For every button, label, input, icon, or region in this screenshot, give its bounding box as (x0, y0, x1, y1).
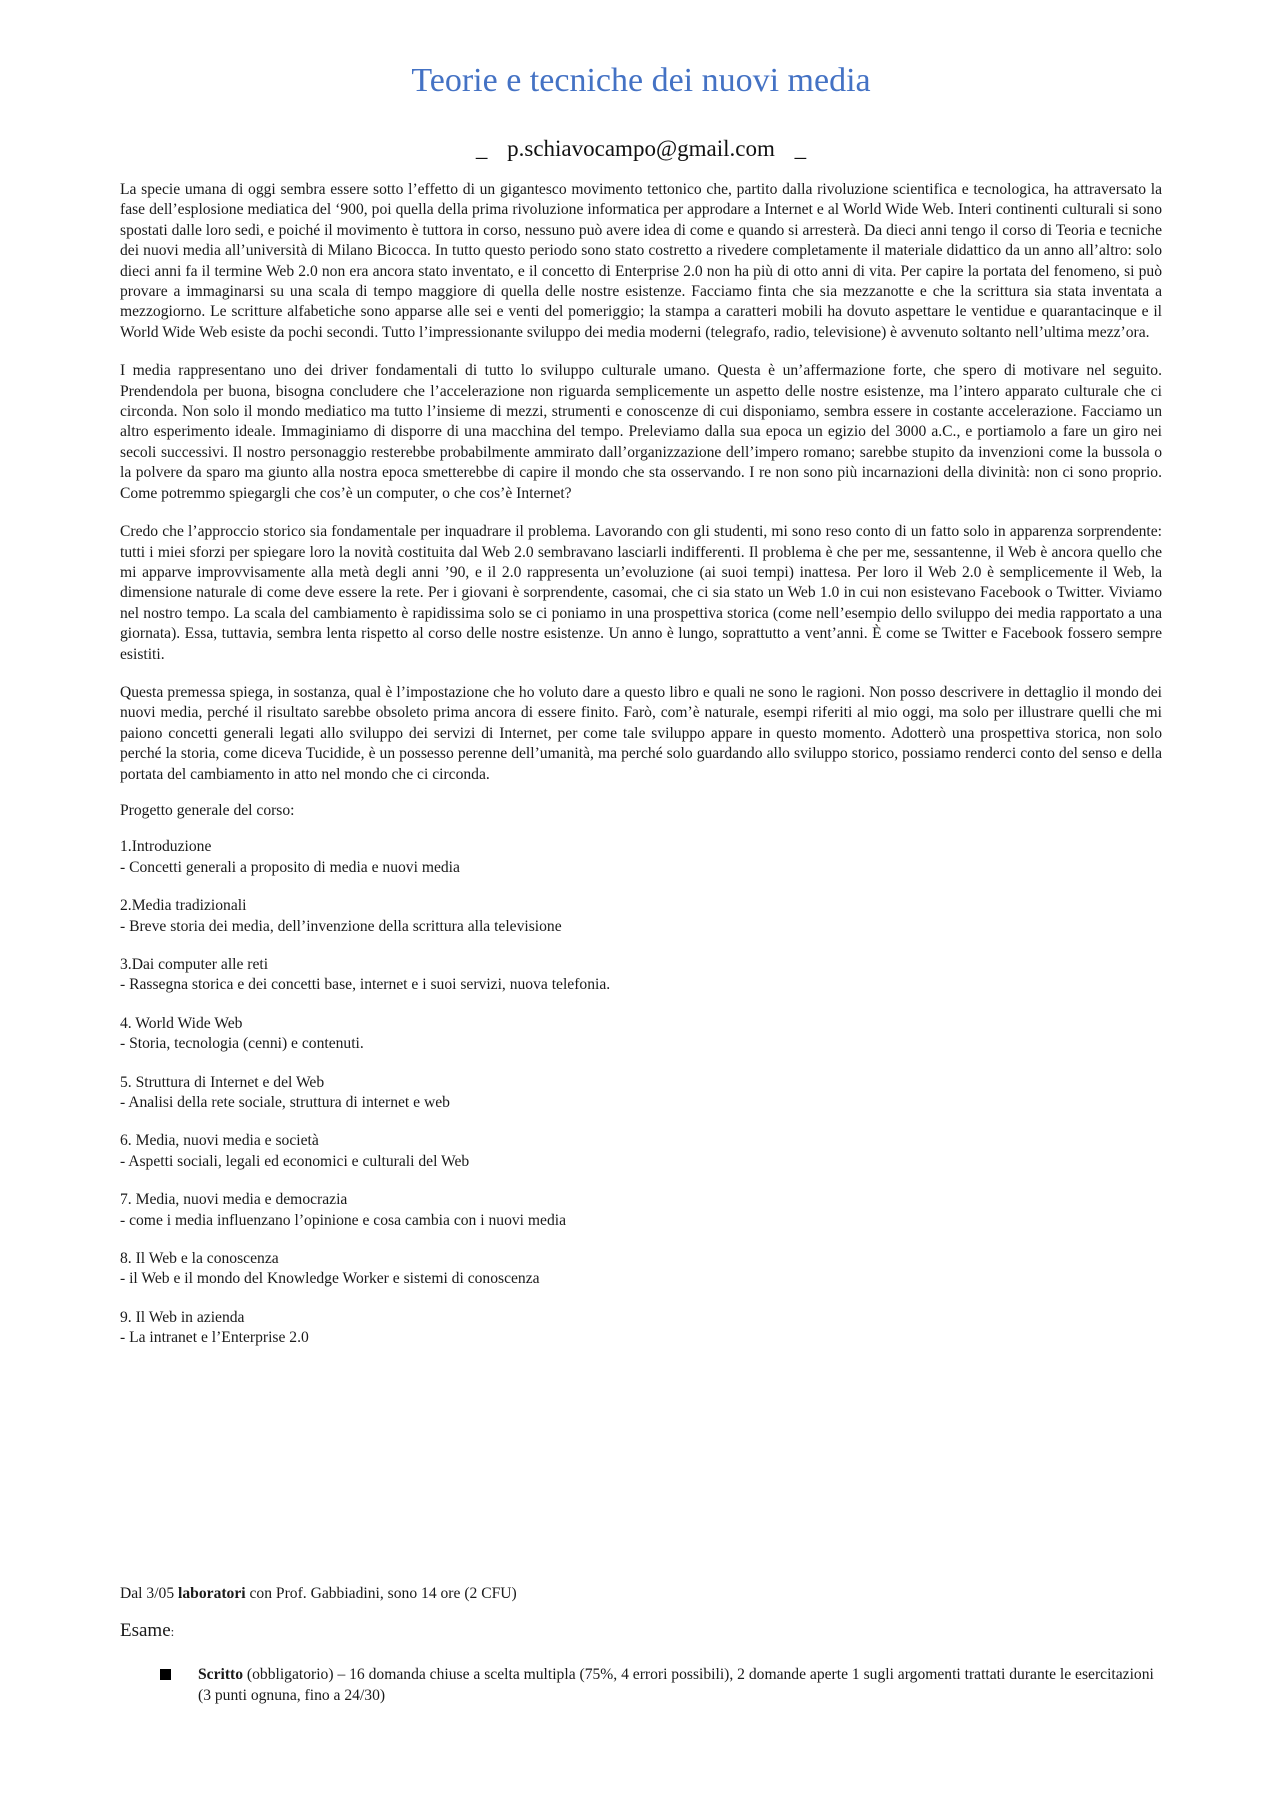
exam-heading-colon: : (170, 1624, 175, 1639)
course-item-7 (120, 1190, 1162, 1231)
course-item-title: 7. Media, nuovi media e democrazia (120, 1191, 348, 1209)
course-item-title: 2.Media tradizionali (120, 897, 247, 915)
course-item-title: 4. World Wide Web (120, 1014, 243, 1032)
course-item-6 (120, 1131, 1162, 1172)
lab-prefix: Dal 3/05 (120, 1585, 179, 1602)
email-left-mark: _ (475, 136, 488, 161)
square-bullet-icon (160, 1669, 171, 1680)
exam-heading-text: Esame (120, 1620, 171, 1641)
lab-suffix: con Prof. Gabbiadini, sono 14 ore (2 CFU) (245, 1585, 517, 1602)
course-item-9 (120, 1308, 1162, 1349)
intro-paragraph-2: I media rappresentano uno dei driver fondamentali di tutto lo sviluppo culturale umano. Questa è un’affermazione forte, che spero di motivare nel seguito. Prendendola per buona, bisogna concludere che l’accelerazione non riguarda semplicemente un aspetto delle nostre esistenze, ma l’intero apparato culturale che ci circonda. Non solo il mondo mediatico ma tutto l’insieme di mezzi, strumenti e conoscenze di cui disponiamo, sembra essere in costante accelerazione. Facciamo un altro esperimento ideale. Immaginiamo di disporre di una macchina del tempo. Preleviamo dalla sua epoca un egizio del 3000 a.C., e portiamolo a fare un giro nei secoli successivi. Il nostro personaggio resterebbe probabilmente ammirato dall’organizzazione dell’impero romano; sarebbe stupito da invenzioni come la bussola o la polvere da sparo ma giunto alla nostra epoca smetterebbe di capire il mondo che sta osservando. I re non sono più incarnazioni della divinità: non ci sono proprio. Come potremmo spiegargli che cos’è un computer, o che cos’è Internet? (120, 362, 1162, 502)
email-line (120, 134, 1162, 164)
course-item-2 (120, 896, 1162, 937)
course-item-3 (120, 955, 1162, 996)
course-item-desc: - La intranet e l’Enterprise 2.0 (120, 1329, 309, 1347)
course-item-1 (120, 837, 1162, 878)
exam-item-detail: (obbligatorio) – 16 domanda chiuse a scelta multipla (75%, 4 errori possibili), 2 domande aperte 1 sugli argomenti trattati durante le esercitazioni (3 punti ognuna, fino a 24/30) (198, 1666, 1154, 1704)
course-item-desc: - Storia, tecnologia (cenni) e contenuti. (120, 1035, 364, 1053)
course-plan-heading: Progetto generale del corso: (120, 801, 295, 819)
course-item-title: 1.Introduzione (120, 838, 212, 856)
course-item-4 (120, 1014, 1162, 1055)
course-item-desc: - Concetti generali a proposito di media e nuovi media (120, 858, 460, 876)
course-item-title: 3.Dai computer alle reti (120, 956, 269, 973)
intro-paragraph-1: La specie umana di oggi sembra essere sotto l’effetto di un gigantesco movimento tettonico che, partito dalla rivoluzione scientifica e tecnologica, ha attraversato la fase dell’esplosione mediatica del ‘900, poi quella della prima rivoluzione informatica per approdare a Internet e al World Wide Web. Interi continenti culturali si sono spostati dalle loro sedi, e poiché il movimento è tuttora in corso, nessuno può avere idea di come e quando si arresterà. Da dieci anni tengo il corso di Teoria e tecniche dei nuovi media all’università di Milano Bicocca. In tutto questo periodo sono stato costretto a rivedere completamente il materiale didattico da un anno all’altro: solo dieci anni fa il termine Web 2.0 non era ancora stato inventato, e il concetto di Enterprise 2.0 non ha più di otto anni di vita. Per capire la portata del fenomeno, si può provare a immaginarsi su una scala di tempo maggiore di quella delle nostre esistenze. Facciamo finta che sia mezzanotte e che la scrittura sia stata inventata a mezzogiorno. Le scritture alfabetiche sono apparse alle sei e venti del pomeriggio; la stampa a caratteri mobili ha dovuto aspettare le ventidue e quarantacinque e il World Wide Web esiste da pochi secondi. Tutto l’impressionante sviluppo dei media moderni (telegrafo, radio, televisione) è avvenuto soltanto nell’ultima mezz’ora. (120, 181, 1162, 341)
email-right-mark: _ (794, 136, 807, 161)
course-item-desc: - il Web e il mondo del Knowledge Worker e sistemi di conoscenza (120, 1270, 540, 1288)
exam-item-written (160, 1664, 1162, 1706)
course-item-title: 5. Struttura di Internet e del Web (120, 1073, 325, 1091)
lab-bold: laboratori (178, 1585, 246, 1602)
course-item-title: 6. Media, nuovi media e società (120, 1132, 319, 1150)
course-item-8 (120, 1249, 1162, 1290)
course-item-desc: - Analisi della rete sociale, struttura di internet e web (120, 1094, 450, 1112)
course-item-desc: - come i media influenzano l’opinione e cosa cambia con i nuovi media (120, 1211, 566, 1229)
course-item-desc: - Rassegna storica e dei concetti base, internet e i suoi servizi, nuova telefonia. (120, 976, 611, 994)
exam-item-text (198, 1664, 1162, 1706)
course-item-5 (120, 1073, 1162, 1114)
course-item-title: 9. Il Web in azienda (120, 1308, 245, 1326)
intro-paragraph-4: Questa premessa spiega, in sostanza, qual è l’impostazione che ho voluto dare a questo libro e quali ne sono le ragioni. Non posso descrivere in dettaglio il mondo dei nuovi media, perché il risultato sarebbe obsoleto prima ancora di essere finito. Farò, com’è naturale, esempi riferiti al mio oggi, ma solo per illustrare quelli che mi paiono concetti generali legati allo sviluppo dei servizi di Internet, per come tale sviluppo appare in questo momento. Adotterò una prospettiva storica, non solo perché la storia, come diceva Tucidide, è un possesso perenne dell’umanità, ma perché solo guardando allo sviluppo storico, possiamo renderci conto del senso e della portata del cambiamento in atto nel mondo che ci circonda. (120, 683, 1162, 783)
email-address: p.schiavocampo@gmail.com (507, 136, 775, 161)
intro-paragraph-3: Credo che l’approccio storico sia fondamentale per inquadrare il problema. Lavorando con gli studenti, mi sono reso conto di un fatto solo in apparenza sorprendente: tutti i miei sforzi per spiegare loro la novità costituita dal Web 2.0 sembravano lasciarli indifferenti. Il problema è che per me, sessantenne, il Web è ancora quello che mi apparve improvvisamente alla metà degli anni ’90, e il 2.0 rappresenta un’evoluzione (ai suoi tempi) inattesa. Per loro il Web 2.0 è semplicemente il Web, la dimensione naturale di come deve essere la rete. Per i giovani è sorprendente, casomai, che ci sia stato un Web 1.0 in cui non esistevano Facebook o Twitter. Viviamo nel nostro tempo. La scala del cambiamento è rapidissima solo se ci poniamo in una prospettiva storica (come nell’esempio dello sviluppo dei media rapportato a una giornata). Essa, tuttavia, sembra lenta rispetto al corso delle nostre esistenze. Un anno è lungo, soprattutto a vent’anni. È come se Twitter e Facebook fossero sempre esistiti. (120, 523, 1162, 663)
course-item-desc: - Breve storia dei media, dell’invenzione della scrittura alla televisione (120, 917, 562, 935)
course-plan-list (120, 837, 1162, 1348)
document-title: Teorie e tecniche dei nuovi media (411, 62, 871, 99)
lab-info (120, 1584, 517, 1604)
exam-item-bold: Scritto (198, 1666, 244, 1683)
course-item-title: 8. Il Web e la conoscenza (120, 1250, 279, 1268)
exam-heading (120, 1618, 174, 1645)
course-item-desc: - Aspetti sociali, legali ed economici e culturali del Web (120, 1152, 470, 1170)
